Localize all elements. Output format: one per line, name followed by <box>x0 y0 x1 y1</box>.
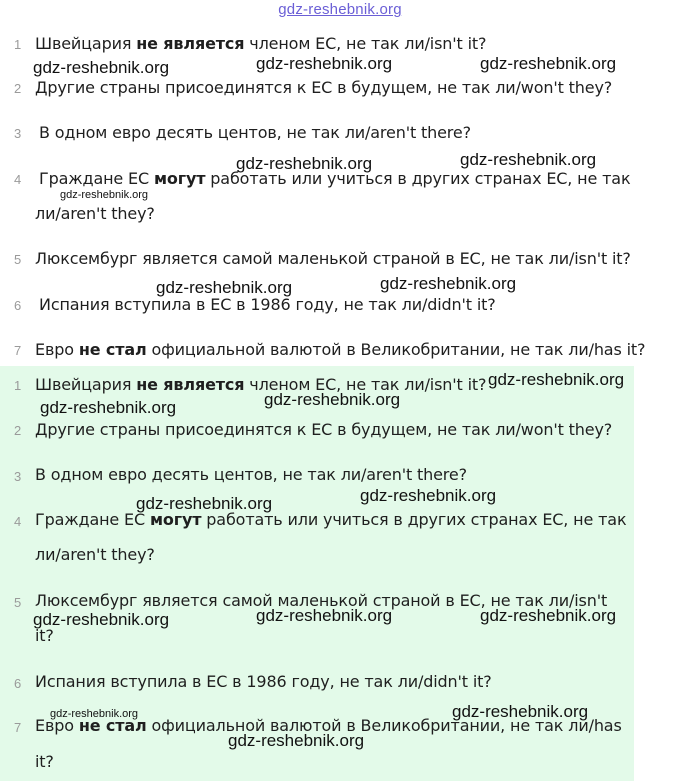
item-text: Люксембург является самой маленькой страной в ЕС, не так ли/isn't it? <box>35 249 631 268</box>
item-number: 2 <box>14 81 22 96</box>
item-text: Швейцария не является членом ЕС, не так ли/isn't it? <box>35 375 487 394</box>
item-text: Евро не стал официальной валютой в Великобритании, не так ли/has it? <box>35 340 646 359</box>
watermark: gdz-reshebnik.org <box>480 54 617 73</box>
item-number: 6 <box>14 298 22 313</box>
watermark: gdz-reshebnik.org <box>156 278 293 297</box>
watermark: gdz-reshebnik.org <box>40 398 177 417</box>
item-text: В одном евро десять центов, не так ли/aren't there? <box>39 123 471 142</box>
watermark: gdz-reshebnik.org <box>33 58 170 77</box>
bold-phrase: не является <box>136 375 245 394</box>
watermark: gdz-reshebnik.org <box>60 189 149 201</box>
watermark: gdz-reshebnik.org <box>50 708 139 720</box>
item-text: Другие страны присоединятся к ЕС в будущем, не так ли/won't they? <box>35 78 613 97</box>
item-number: 5 <box>14 252 22 267</box>
bold-phrase: не стал <box>78 716 147 735</box>
item-number: 2 <box>14 423 22 438</box>
item-text-continuation: ли/aren't they? <box>35 545 155 564</box>
watermark: gdz-reshebnik.org <box>136 494 273 513</box>
item-number: 3 <box>14 126 22 141</box>
watermark: gdz-reshebnik.org <box>33 610 170 629</box>
watermark: gdz-reshebnik.org <box>452 702 589 721</box>
watermark: gdz-reshebnik.org <box>488 370 625 389</box>
item-number: 3 <box>14 469 22 484</box>
watermark: gdz-reshebnik.org <box>228 731 365 750</box>
item-number: 1 <box>14 378 22 393</box>
watermark: gdz-reshebnik.org <box>360 486 497 505</box>
item-text: В одном евро десять центов, не так ли/aren't there? <box>35 465 467 484</box>
item-text: Граждане ЕС могут работать или учиться в других странах ЕС, не так <box>39 169 631 188</box>
watermark: gdz-reshebnik.org <box>380 274 517 293</box>
item-text: Евро не стал официальной валютой в Великобритании, не так ли/has <box>35 716 622 735</box>
item-text: Граждане ЕС могут работать или учиться в других странах ЕС, не так <box>35 510 627 529</box>
item-number: 7 <box>14 720 22 735</box>
bold-phrase: могут <box>153 169 206 188</box>
item-number: 4 <box>14 514 22 529</box>
item-number: 4 <box>14 172 22 187</box>
item-text-continuation: it? <box>35 626 54 645</box>
item-number: 7 <box>14 343 22 358</box>
watermark: gdz-reshebnik.org <box>256 54 393 73</box>
watermark: gdz-reshebnik.org <box>460 150 597 169</box>
bold-phrase: не стал <box>78 340 147 359</box>
item-text-continuation: ли/aren't they? <box>35 204 155 223</box>
item-text: Другие страны присоединятся к ЕС в будущем, не так ли/won't they? <box>35 420 613 439</box>
watermark: gdz-reshebnik.org <box>264 390 401 409</box>
item-text: Испания вступила в ЕС в 1986 году, не так ли/didn't it? <box>35 672 492 691</box>
item-number: 5 <box>14 595 22 610</box>
watermark: gdz-reshebnik.org <box>256 606 393 625</box>
watermark: gdz-reshebnik.org <box>480 606 617 625</box>
item-text-continuation: it? <box>35 752 54 771</box>
item-number: 6 <box>14 676 22 691</box>
bold-phrase: могут <box>149 510 202 529</box>
watermark: gdz-reshebnik.org <box>236 154 373 173</box>
item-number: 1 <box>14 37 22 52</box>
item-text: Швейцария не является членом ЕС, не так ли/isn't it? <box>35 34 487 53</box>
item-text: Испания вступила в ЕС в 1986 году, не так ли/didn't it? <box>39 295 496 314</box>
item-text: Люксембург является самой маленькой страной в ЕС, не так ли/isn't <box>35 591 608 610</box>
bold-phrase: не является <box>136 34 245 53</box>
site-header-link[interactable]: gdz-reshebnik.org <box>278 1 402 18</box>
